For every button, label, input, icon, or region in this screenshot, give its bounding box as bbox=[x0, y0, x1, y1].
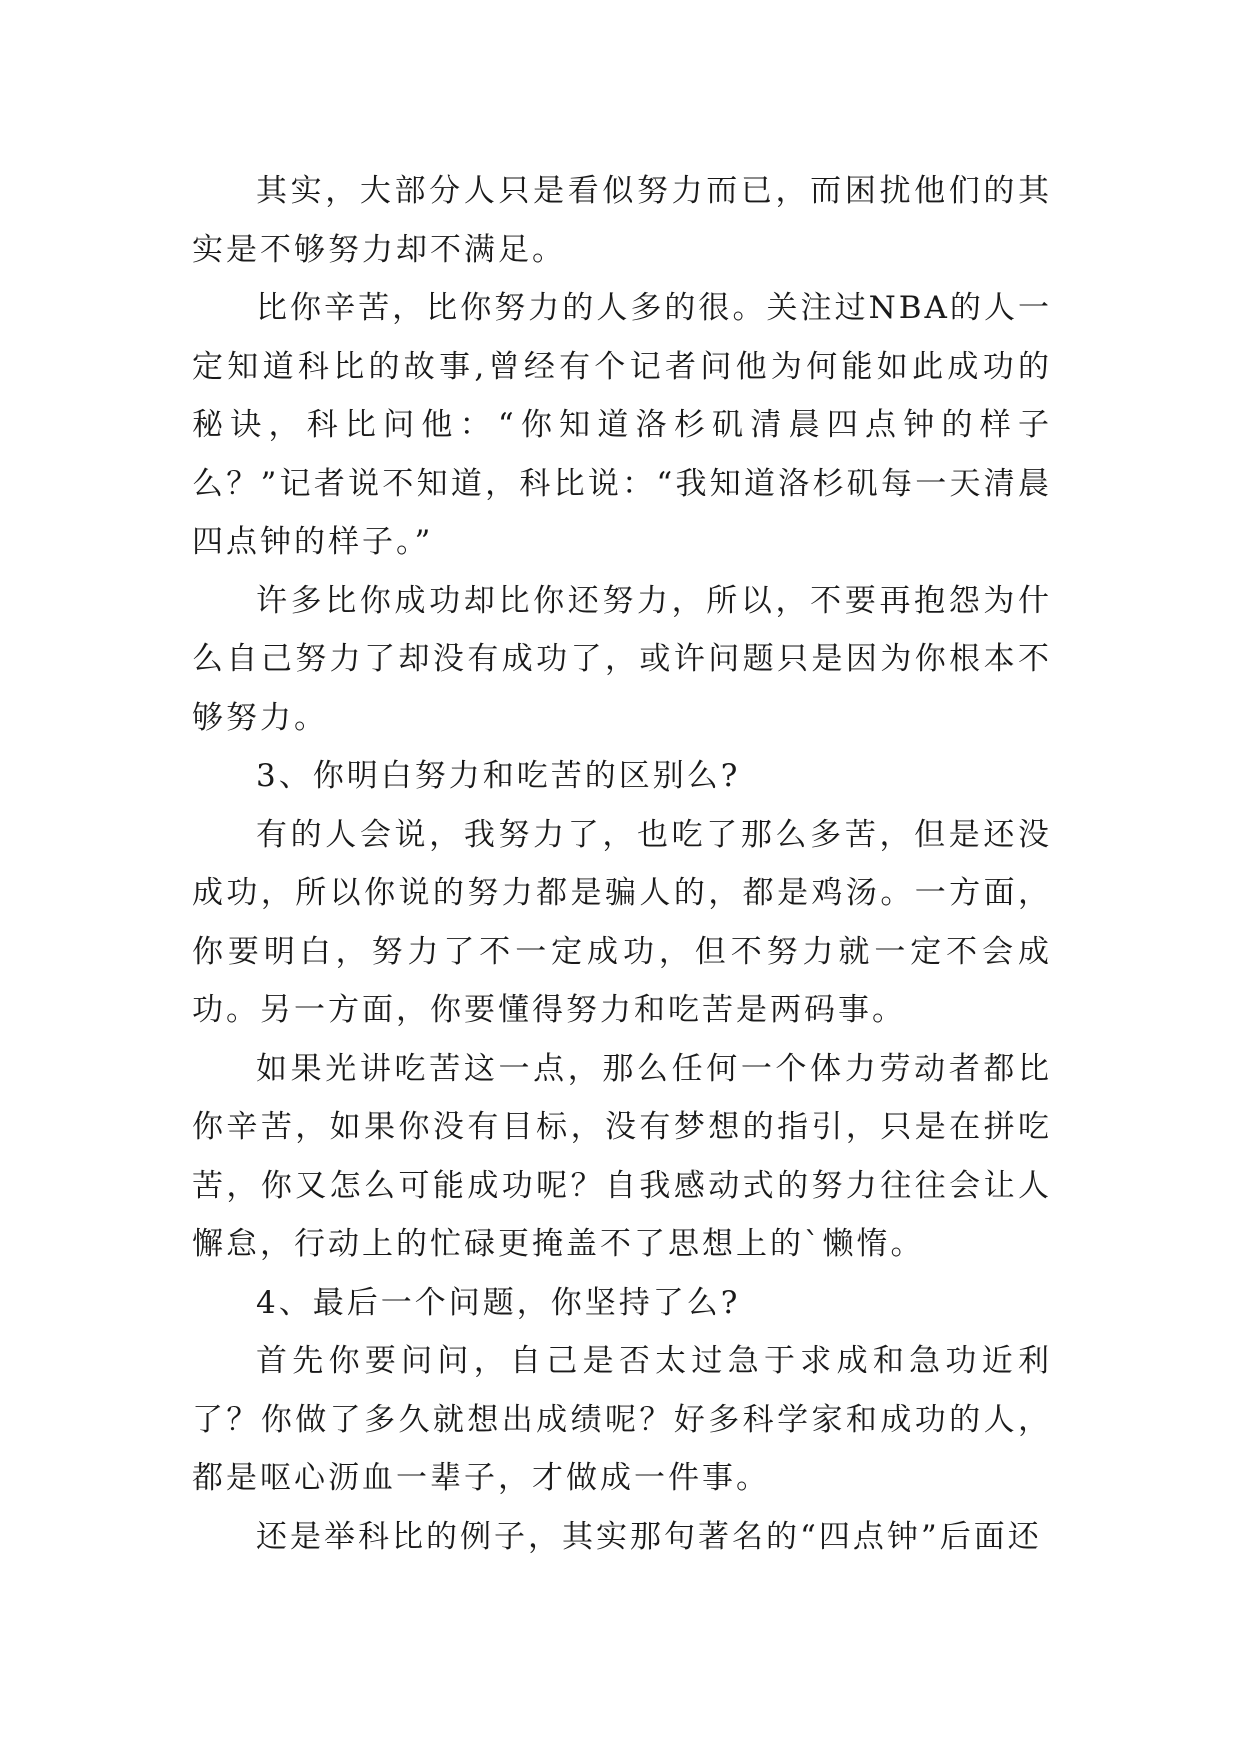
paragraph: 首先你要问问，自己是否太过急于求成和急功近利了？你做了多久就想出成绩呢？好多科学家和成功的人，都是呕心沥血一辈子，才做成一件事。 bbox=[192, 1343, 1052, 1496]
paragraph: 其实，大部分人只是看似努力而已，而困扰他们的其实是不够努力却不满足。 bbox=[192, 173, 1052, 268]
section-heading: 3、你明白努力和吃苦的区别么? bbox=[256, 758, 741, 794]
paragraph: 还是举科比的例子，其实那句著名的“四点钟”后面还 bbox=[256, 1518, 1042, 1555]
paragraph: 如果光讲吃苦这一点，那么任何一个体力劳动者都比你辛苦，如果你没有目标，没有梦想的指引，只是在拼吃苦，你又怎么可能成功呢？自我感动式的努力往往会让人懈怠，行动上的忙碌更掩盖不了思想上的`懒惰。 bbox=[192, 1050, 1052, 1262]
paragraph: 有的人会说，我努力了，也吃了那么多苦，但是还没成功，所以你说的努力都是骗人的，都是鸡汤。一方面，你要明白，努力了不一定成功，但不努力就一定不会成功。另一方面，你要懂得努力和吃苦是两码事。 bbox=[192, 816, 1052, 1028]
document-body bbox=[192, 162, 1052, 1566]
section-heading: 4、最后一个问题，你坚持了么? bbox=[256, 1284, 741, 1321]
paragraph: 许多比你成功却比你还努力，所以，不要再抱怨为什么自己努力了却没有成功了，或许问题只是因为你根本不够努力。 bbox=[192, 582, 1052, 736]
paragraph: 比你辛苦，比你努力的人多的很。关注过NBA的人一定知道科比的故事,曾经有个记者问他为何能如此成功的秘诀，科比问他：“你知道洛杉矶清晨四点钟的样子么？”记者说不知道，科比说：“我知道洛杉矶每一天清晨四点钟的样子。” bbox=[192, 290, 1052, 560]
